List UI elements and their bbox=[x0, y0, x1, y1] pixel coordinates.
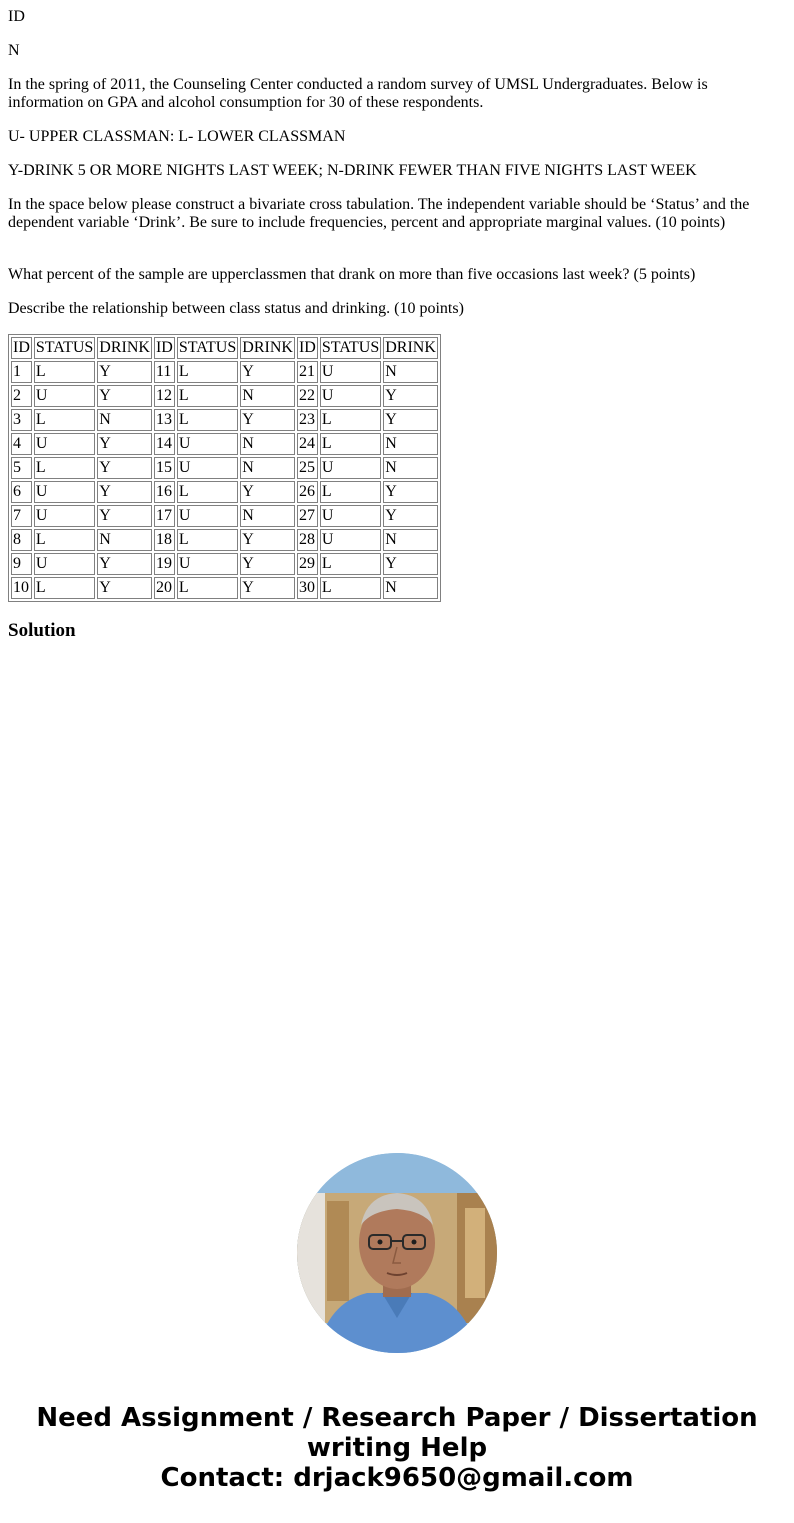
table-cell: L bbox=[177, 385, 238, 407]
table-row bbox=[11, 433, 438, 455]
table-cell: U bbox=[34, 433, 95, 455]
table-cell: 27 bbox=[297, 505, 318, 527]
table-cell: L bbox=[320, 577, 381, 599]
table-cell: U bbox=[320, 505, 381, 527]
table-cell: U bbox=[177, 553, 238, 575]
table-cell: U bbox=[320, 457, 381, 479]
promo-line-1: Need Assignment / Research Paper / Dissertation bbox=[36, 1403, 758, 1433]
table-cell: Y bbox=[383, 553, 438, 575]
table-cell: 25 bbox=[297, 457, 318, 479]
table-cell: N bbox=[383, 529, 438, 551]
table-cell: L bbox=[177, 361, 238, 383]
table-cell: 17 bbox=[154, 505, 175, 527]
header-n-label: N bbox=[8, 42, 20, 59]
table-cell: N bbox=[383, 433, 438, 455]
table-cell: N bbox=[240, 505, 295, 527]
table-row bbox=[11, 577, 438, 599]
table-cell: N bbox=[240, 457, 295, 479]
table-cell: Y bbox=[97, 553, 152, 575]
table-cell: Y bbox=[240, 577, 295, 599]
table-cell: L bbox=[34, 409, 95, 431]
table-cell: L bbox=[34, 529, 95, 551]
promo-contact-line: Contact: drjack9650@gmail.com bbox=[160, 1463, 634, 1493]
table-cell: L bbox=[177, 577, 238, 599]
table-cell: Y bbox=[97, 361, 152, 383]
table-cell: L bbox=[34, 577, 95, 599]
promo-line-2: writing Help bbox=[306, 1433, 488, 1463]
table-cell: N bbox=[383, 361, 438, 383]
drink-legend: Y-DRINK 5 OR MORE NIGHTS LAST WEEK; N-DRINK FEWER THAN FIVE NIGHTS LAST WEEK bbox=[8, 162, 697, 179]
table-row bbox=[11, 553, 438, 575]
table-cell: L bbox=[320, 433, 381, 455]
table-cell: L bbox=[320, 481, 381, 503]
table-cell: U bbox=[320, 385, 381, 407]
question-relationship: Describe the relationship between class status and drinking. (10 points) bbox=[8, 300, 464, 317]
table-cell: U bbox=[34, 505, 95, 527]
question-percent-upperclassmen: What percent of the sample are upperclassmen that drank on more than five occasions last week? (5 points) bbox=[8, 266, 696, 283]
table-cell: U bbox=[34, 385, 95, 407]
table-cell: Y bbox=[97, 505, 152, 527]
table-cell: Y bbox=[97, 457, 152, 479]
table-cell: Y bbox=[240, 529, 295, 551]
table-cell: 7 bbox=[11, 505, 32, 527]
table-cell: U bbox=[34, 481, 95, 503]
table-cell: U bbox=[177, 457, 238, 479]
table-row bbox=[11, 409, 438, 431]
table-header-cell: DRINK bbox=[240, 337, 295, 359]
table-cell: 20 bbox=[154, 577, 175, 599]
table-cell: 12 bbox=[154, 385, 175, 407]
table-cell: 5 bbox=[11, 457, 32, 479]
table-cell: 18 bbox=[154, 529, 175, 551]
table-header-cell: STATUS bbox=[177, 337, 238, 359]
table-cell: Y bbox=[240, 481, 295, 503]
table-cell: 6 bbox=[11, 481, 32, 503]
table-cell: 21 bbox=[297, 361, 318, 383]
table-row bbox=[11, 361, 438, 383]
table-cell: 29 bbox=[297, 553, 318, 575]
table-header-row bbox=[11, 337, 438, 359]
table-cell: Y bbox=[97, 481, 152, 503]
table-cell: N bbox=[240, 385, 295, 407]
intro-paragraph: In the spring of 2011, the Counseling Center conducted a random survey of UMSL Undergraduates. Below is information on GPA and alcohol consumption for 30 of these respondents. bbox=[8, 76, 708, 111]
survey-data-table bbox=[8, 334, 441, 602]
table-header-cell: ID bbox=[154, 337, 175, 359]
table-cell: N bbox=[240, 433, 295, 455]
table-cell: 19 bbox=[154, 553, 175, 575]
table-cell: L bbox=[177, 409, 238, 431]
table-cell: 9 bbox=[11, 553, 32, 575]
table-cell: N bbox=[97, 409, 152, 431]
table-header-cell: DRINK bbox=[383, 337, 438, 359]
table-cell: L bbox=[320, 553, 381, 575]
table-cell: L bbox=[177, 529, 238, 551]
table-cell: Y bbox=[383, 409, 438, 431]
table-cell: Y bbox=[97, 385, 152, 407]
table-row bbox=[11, 481, 438, 503]
table-row bbox=[11, 385, 438, 407]
table-row bbox=[11, 457, 438, 479]
table-cell: N bbox=[383, 457, 438, 479]
table-cell: U bbox=[177, 433, 238, 455]
table-cell: 4 bbox=[11, 433, 32, 455]
table-cell: 10 bbox=[11, 577, 32, 599]
table-cell: U bbox=[320, 361, 381, 383]
table-cell: 15 bbox=[154, 457, 175, 479]
table-cell: Y bbox=[383, 385, 438, 407]
solution-heading: Solution bbox=[8, 620, 76, 641]
table-cell: 28 bbox=[297, 529, 318, 551]
table-cell: 16 bbox=[154, 481, 175, 503]
table-cell: Y bbox=[240, 361, 295, 383]
table-header-cell: DRINK bbox=[97, 337, 152, 359]
promo-banner bbox=[0, 1403, 794, 1493]
table-cell: Y bbox=[97, 433, 152, 455]
question-cross-tabulation: In the space below please construct a bivariate cross tabulation. The independent variable should be ‘Status’ and the dependent variable ‘Drink’. Be sure to include frequencies, percent and appropriate marginal values. (10 points) bbox=[8, 196, 750, 231]
person-portrait-icon bbox=[297, 1153, 497, 1353]
table-cell: Y bbox=[383, 505, 438, 527]
table-header-cell: STATUS bbox=[34, 337, 95, 359]
table-cell: U bbox=[34, 553, 95, 575]
table-cell: 1 bbox=[11, 361, 32, 383]
table-cell: N bbox=[97, 529, 152, 551]
table-cell: 8 bbox=[11, 529, 32, 551]
table-cell: 11 bbox=[154, 361, 175, 383]
table-cell: 13 bbox=[154, 409, 175, 431]
table-cell: 23 bbox=[297, 409, 318, 431]
table-cell: N bbox=[383, 577, 438, 599]
table-row bbox=[11, 505, 438, 527]
table-cell: Y bbox=[240, 553, 295, 575]
table-cell: 14 bbox=[154, 433, 175, 455]
table-cell: Y bbox=[383, 481, 438, 503]
document-body bbox=[8, 8, 786, 642]
table-cell: L bbox=[177, 481, 238, 503]
table-header-cell: ID bbox=[11, 337, 32, 359]
table-row bbox=[11, 529, 438, 551]
table-cell: Y bbox=[97, 577, 152, 599]
table-cell: 2 bbox=[11, 385, 32, 407]
table-cell: 22 bbox=[297, 385, 318, 407]
table-cell: 24 bbox=[297, 433, 318, 455]
header-id-label: ID bbox=[8, 8, 25, 25]
table-cell: L bbox=[34, 361, 95, 383]
table-cell: 26 bbox=[297, 481, 318, 503]
table-cell: U bbox=[320, 529, 381, 551]
table-header-cell: STATUS bbox=[320, 337, 381, 359]
table-cell: Y bbox=[240, 409, 295, 431]
table-cell: 3 bbox=[11, 409, 32, 431]
table-header-cell: ID bbox=[297, 337, 318, 359]
table-cell: U bbox=[177, 505, 238, 527]
table-cell: 30 bbox=[297, 577, 318, 599]
table-cell: L bbox=[34, 457, 95, 479]
table-cell: L bbox=[320, 409, 381, 431]
status-legend: U- UPPER CLASSMAN: L- LOWER CLASSMAN bbox=[8, 128, 346, 145]
